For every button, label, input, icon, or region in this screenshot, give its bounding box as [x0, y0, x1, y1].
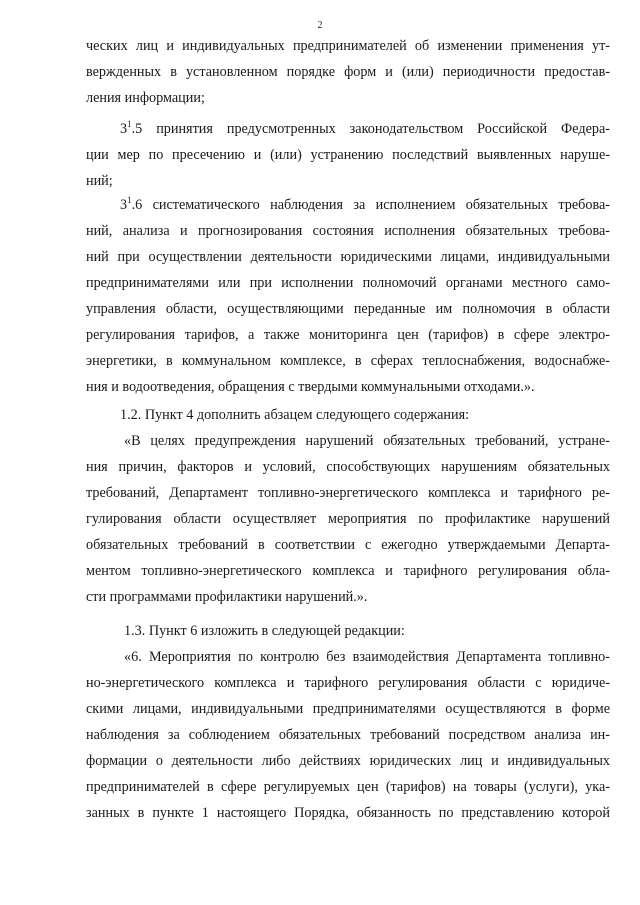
- paragraph-3-1-5: [86, 116, 610, 194]
- text-line: сти программами профилактики нарушений.».: [86, 589, 368, 605]
- text-line: ния и водоотведения, обращения с твердыми коммунальными отходами.».: [86, 379, 535, 395]
- text-line: 1.2. Пункт 4 дополнить абзацем следующего содержания:: [120, 407, 470, 423]
- text-line: предпринимателей в сфере регулируемых цен (тарифов) на товары (услуги), ука-: [86, 779, 610, 795]
- text-line: ний, анализа и прогнозирования состояния исполнения обязательных требова-: [86, 223, 610, 239]
- text-line: обязательных требований в соответствии с ежегодно утверждаемыми Департа-: [86, 537, 610, 553]
- paragraph-continuation: [86, 33, 610, 111]
- text-line: формации о деятельности либо действиях юридических лиц и индивидуальных: [86, 753, 610, 769]
- paragraph-quote-control: [86, 644, 610, 826]
- clause-number: $3^1.6$: [120, 195, 143, 213]
- paragraph-1-2: [86, 402, 610, 428]
- text-line: управления области, осуществляющими переданные им полномочия в области: [86, 301, 610, 317]
- text-line: 1.3. Пункт 6 изложить в следующей редакции:: [124, 623, 405, 639]
- text-line: $3^1.5$ принятия предусмотренных законодательством Российской Федера-: [120, 119, 610, 137]
- text-line: ческих лиц и индивидуальных предпринимателей об изменении применения ут-: [86, 38, 610, 54]
- text-line: предпринимателями или при исполнении полномочий органами местного само-: [86, 275, 610, 291]
- text-line: но-энергетического комплекса и тарифного регулирования области с юридиче-: [86, 675, 610, 691]
- text-line: наблюдения за соблюдением обязательных требований посредством анализа ин-: [86, 727, 610, 743]
- page-number: 2: [317, 20, 323, 31]
- text-line: ции мер по пресечению и (или) устранению последствий выявленных наруше-: [86, 147, 610, 163]
- paragraph-quote-prevention: [86, 428, 610, 610]
- text-line: ния причин, факторов и условий, способствующих нарушениям обязательных: [86, 459, 610, 475]
- clause-number: $3^1.5$: [120, 119, 143, 137]
- text-line: гулирования области осуществляет мероприятия по профилактике нарушений: [86, 511, 610, 527]
- text-line: энергетики, в коммунальном комплексе, в сферах теплоснабжения, водоснабже-: [86, 353, 610, 369]
- text-line: ления информации;: [86, 90, 205, 106]
- text-line: ний;: [86, 173, 113, 189]
- text-line: регулирования тарифов, а также мониторинга цен (тарифов) в сфере электро-: [86, 327, 610, 343]
- text-line: скими лицами, индивидуальными предпринимателями осуществляются в форме: [86, 701, 610, 717]
- text-line: занных в пункте 1 настоящего Порядка, обязанность по представлению которой: [86, 805, 610, 821]
- text-line: «В целях предупреждения нарушений обязательных требований, устране-: [124, 433, 610, 449]
- paragraph-3-1-6: [86, 192, 610, 400]
- text-line: «6. Мероприятия по контролю без взаимодействия Департамента топливно-: [124, 649, 610, 665]
- text-line: ментом топливно-энергетического комплекса и тарифного регулирования обла-: [86, 563, 610, 579]
- text-line: $3^1.6$ систематического наблюдения за исполнением обязательных требова-: [120, 195, 610, 213]
- text-line: ний при осуществлении деятельности юридическими лицами, индивидуальными: [86, 249, 610, 265]
- text-line: вержденных в установленном порядке форм и (или) периодичности предостав-: [86, 64, 610, 80]
- text-line: требований, Департамент топливно-энергетического комплекса и тарифного ре-: [86, 485, 610, 501]
- paragraph-1-3: [86, 618, 610, 644]
